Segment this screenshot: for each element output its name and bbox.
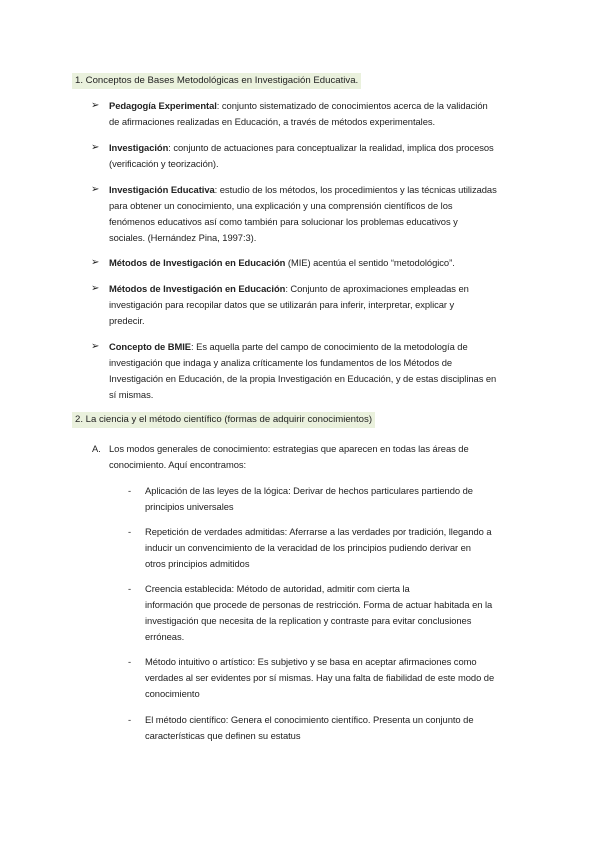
section-heading: 1. Conceptos de Bases Metodológicas en Investigación Educativa. bbox=[72, 73, 361, 89]
list-item-line: de afirmaciones realizadas en Educación, a través de métodos experimentales. bbox=[109, 116, 436, 127]
list-item-line: para obtener un conocimiento, una explicación y una comprensión científicos de los bbox=[109, 200, 453, 211]
item-text: (MIE) acentúa el sentido “metodológico”. bbox=[285, 257, 455, 268]
item-text: : estudio de los métodos, los procedimientos y las técnicas utilizadas bbox=[214, 184, 497, 195]
item-term: Métodos de Investigación en Educación bbox=[109, 257, 286, 268]
arrow-bullet-icon: ➢ bbox=[91, 142, 100, 153]
arrow-bullet-icon: ➢ bbox=[91, 184, 100, 195]
item-text: : conjunto de actuaciones para conceptualizar la realidad, implica dos procesos bbox=[168, 142, 494, 153]
list-item-line: predecir. bbox=[109, 315, 145, 326]
dash-bullet: - bbox=[128, 526, 132, 537]
list-item-line bbox=[109, 255, 455, 271]
list-item-line: Repetición de verdades admitidas: Aferrarse a las verdades por tradición, llegando a bbox=[145, 526, 492, 537]
list-item-line: Aplicación de las leyes de la lógica: Derivar de hechos particulares partiendo de bbox=[145, 485, 473, 496]
list-item-line bbox=[109, 281, 469, 297]
item-term: Concepto de BMIE bbox=[109, 341, 192, 352]
item-term: Investigación Educativa bbox=[109, 184, 215, 195]
list-item-line: sí mismas. bbox=[109, 389, 154, 400]
list-item-line: fenómenos educativos así como también para solucionar los problemas educativos y bbox=[109, 216, 458, 227]
item-text: : Es aquella parte del campo de conocimiento de la metodología de bbox=[191, 341, 468, 352]
dash-bullet: - bbox=[128, 656, 132, 667]
list-item-line: principios universales bbox=[145, 501, 234, 512]
list-item-line: (verificación y teorización). bbox=[109, 158, 219, 169]
list-item-line: conocimiento. Aquí encontramos: bbox=[109, 459, 247, 470]
item-term: Métodos de Investigación en Educación bbox=[109, 283, 286, 294]
list-item-line: El método científico: Genera el conocimiento científico. Presenta un conjunto de bbox=[145, 714, 474, 725]
list-item-line: investigación que necesita de la replication y contraste para evitar conclusiones bbox=[145, 615, 472, 626]
item-term: Investigación bbox=[109, 142, 169, 153]
list-item-line: sociales. (Hernández Pina, 1997:3). bbox=[109, 232, 257, 243]
list-item-line: verdades al ser evidentes por sí mismas. Hay una falta de fiabilidad de este modo de bbox=[145, 672, 495, 683]
section-heading: 2. La ciencia y el método científico (formas de adquirir conocimientos) bbox=[72, 412, 375, 428]
list-item-line: investigación que indaga y analiza críticamente los fundamentos de los Métodos de bbox=[109, 357, 453, 368]
list-item-line bbox=[109, 339, 468, 355]
list-item-line: Creencia establecida: Método de autoridad, admitir com cierta la bbox=[145, 583, 410, 594]
list-item-line: conocimiento bbox=[145, 688, 200, 699]
arrow-bullet-icon: ➢ bbox=[91, 341, 100, 352]
dash-bullet: - bbox=[128, 485, 132, 496]
item-text: : conjunto sistematizado de conocimientos acerca de la validación bbox=[216, 100, 488, 111]
arrow-bullet-icon: ➢ bbox=[91, 100, 100, 111]
dash-bullet: - bbox=[128, 583, 132, 594]
arrow-bullet-icon: ➢ bbox=[91, 283, 100, 294]
list-item-line: otros principios admitidos bbox=[145, 558, 250, 569]
list-item-line: inducir un convencimiento de la veracidad de los principios pudiendo derivar en bbox=[145, 542, 471, 553]
item-text: : Conjunto de aproximaciones empleadas en bbox=[285, 283, 469, 294]
list-item-line: Los modos generales de conocimiento: estrategias que aparecen en todas las áreas de bbox=[109, 443, 469, 454]
list-item-line: Investigación en Educación, de la propia Investigación en Educación, y de estas disciplinas en bbox=[109, 373, 497, 384]
item-term: Pedagogía Experimental bbox=[109, 100, 217, 111]
list-item-line bbox=[109, 98, 488, 114]
list-item-line: características que definen su estatus bbox=[145, 730, 301, 741]
list-item-line: erróneas. bbox=[145, 631, 185, 642]
list-marker: A. bbox=[92, 443, 101, 454]
list-item-line bbox=[109, 140, 494, 156]
arrow-bullet-icon: ➢ bbox=[91, 257, 100, 268]
dash-bullet: - bbox=[128, 714, 132, 725]
list-item-line bbox=[109, 182, 497, 198]
list-item-line: investigación para recopilar datos que se utilizarán para inferir, interpretar, explicar y bbox=[109, 299, 455, 310]
list-item-line: Método intuitivo o artístico: Es subjetivo y se basa en aceptar afirmaciones como bbox=[145, 656, 477, 667]
list-item-line: información que procede de personas de restricción. Forma de actuar habitada en la bbox=[145, 599, 493, 610]
